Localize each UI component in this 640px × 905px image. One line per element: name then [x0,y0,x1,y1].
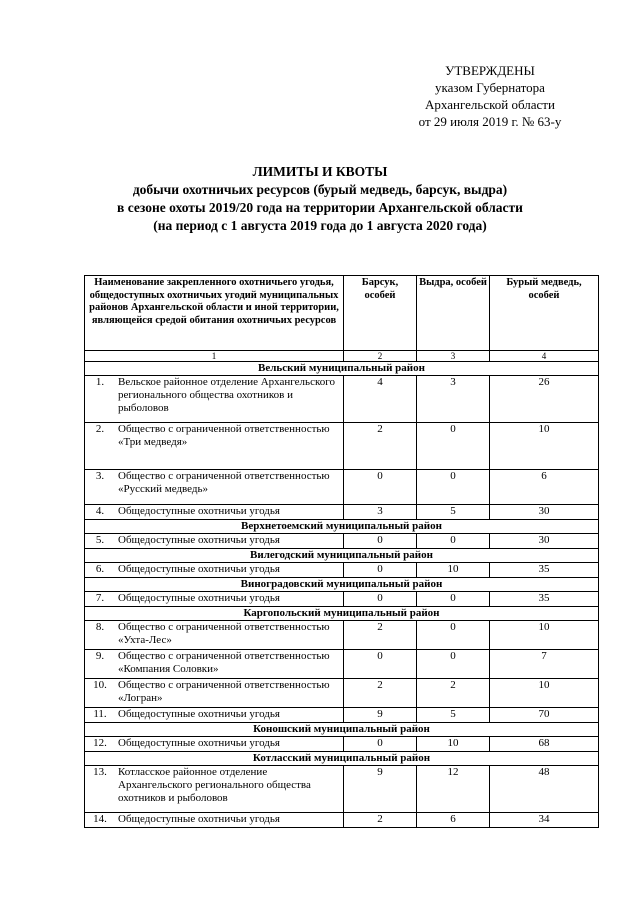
area-cell [85,813,344,828]
area-cell [85,679,344,708]
bear-quota-cell: 35 [490,592,599,607]
area-name: Вельское районное отделение Архангельского регионального общества охотников и рыболовов [118,376,335,414]
table-row [85,505,599,520]
table-row [85,679,599,708]
bear-quota-cell: 35 [490,563,599,578]
district-row [85,607,599,621]
badger-quota-cell: 0 [344,563,417,578]
column-number: 3 [417,351,490,362]
area-name: Общедоступные охотничьи угодья [118,708,280,720]
district-name: Коношский муниципальный район [85,723,599,737]
bear-quota-cell: 10 [490,423,599,470]
badger-quota-cell: 3 [344,505,417,520]
bear-quota-cell: 30 [490,505,599,520]
district-name: Верхнетоемский муниципальный район [85,520,599,534]
column-number: 2 [344,351,417,362]
otter-quota-cell: 0 [417,423,490,470]
quota-table [84,275,599,828]
area-cell [85,708,344,723]
bear-quota-cell: 10 [490,621,599,650]
badger-quota-cell: 2 [344,813,417,828]
column-header-bear: Бурый медведь, особей [490,276,599,351]
approval-stamp [370,62,610,130]
title-line: (на период с 1 августа 2019 года до 1 августа 2020 года) [153,218,487,233]
area-name: Общедоступные охотничьи угодья [118,592,280,604]
bear-quota-cell: 30 [490,534,599,549]
area-cell [85,505,344,520]
otter-quota-cell: 2 [417,679,490,708]
area-cell [85,470,344,505]
area-name: Общедоступные охотничьи угодья [118,505,280,517]
table-row [85,592,599,607]
badger-quota-cell: 2 [344,621,417,650]
table-row [85,813,599,828]
badger-quota-cell: 4 [344,376,417,423]
row-number: 3. [95,470,105,482]
area-name: Общество с ограниченной ответственностью «Ухта-Лес» [118,621,330,646]
table-row [85,708,599,723]
otter-quota-cell: 5 [417,708,490,723]
approval-line: УТВЕРЖДЕНЫ [445,63,535,78]
table-row [85,563,599,578]
badger-quota-cell: 9 [344,708,417,723]
row-number: 10. [93,679,107,691]
approval-line: от 29 июля 2019 г. № 63-у [418,114,562,129]
bear-quota-cell: 48 [490,766,599,813]
table-header-row [85,276,599,351]
title-line: добычи охотничьих ресурсов (бурый медведь, барсук, выдра) [132,182,508,197]
table-row [85,470,599,505]
row-number: 11. [93,708,107,720]
column-number-row [85,351,599,362]
district-row [85,723,599,737]
table-row [85,737,599,752]
table-row [85,376,599,423]
row-number: 6. [95,563,105,575]
badger-quota-cell: 0 [344,534,417,549]
district-name: Вельский муниципальный район [85,362,599,376]
badger-quota-cell: 2 [344,679,417,708]
column-header-otter: Выдра, особей [417,276,490,351]
table-row [85,650,599,679]
row-number: 5. [95,534,105,546]
table-row [85,621,599,650]
area-cell [85,621,344,650]
table-row [85,766,599,813]
area-name: Общедоступные охотничьи угодья [118,737,280,749]
badger-quota-cell: 2 [344,423,417,470]
badger-quota-cell: 9 [344,766,417,813]
district-row [85,578,599,592]
document-title [40,163,600,235]
bear-quota-cell: 34 [490,813,599,828]
district-row [85,362,599,376]
otter-quota-cell: 10 [417,563,490,578]
bear-quota-cell: 7 [490,650,599,679]
table-body [85,351,599,828]
title-line: ЛИМИТЫ И КВОТЫ [252,164,388,179]
district-row [85,752,599,766]
otter-quota-cell: 12 [417,766,490,813]
area-cell [85,592,344,607]
table-row [85,534,599,549]
bear-quota-cell: 6 [490,470,599,505]
area-name: Общество с ограниченной ответственностью «Три медведя» [118,423,330,448]
row-number: 14. [93,813,107,825]
area-cell [85,563,344,578]
district-row [85,520,599,534]
bear-quota-cell: 10 [490,679,599,708]
column-header-area: Наименование закрепленного охотничьего угодья, общедоступных охотничьих угодий муниципальных районов Архангельской области и иной территории, являющейся средой обитания охотничьих ресурсов [85,276,344,351]
row-number: 13. [93,766,107,778]
bear-quota-cell: 70 [490,708,599,723]
column-header-badger: Барсук, особей [344,276,417,351]
area-cell [85,650,344,679]
district-row [85,549,599,563]
approval-line: Архангельской области [425,97,555,112]
area-cell [85,737,344,752]
otter-quota-cell: 0 [417,592,490,607]
badger-quota-cell: 0 [344,470,417,505]
district-name: Котласский муниципальный район [85,752,599,766]
district-name: Вилегодский муниципальный район [85,549,599,563]
title-line: в сезоне охоты 2019/20 года на территории Архангельской области [117,200,523,215]
area-name: Общество с ограниченной ответственностью «Логран» [118,679,330,704]
district-name: Каргопольский муниципальный район [85,607,599,621]
row-number: 7. [95,592,105,604]
row-number: 1. [95,376,105,388]
badger-quota-cell: 0 [344,737,417,752]
row-number: 9. [95,650,105,662]
otter-quota-cell: 0 [417,470,490,505]
otter-quota-cell: 5 [417,505,490,520]
badger-quota-cell: 0 [344,650,417,679]
table-row [85,423,599,470]
row-number: 4. [95,505,105,517]
approval-line: указом Губернатора [435,80,545,95]
area-cell [85,423,344,470]
otter-quota-cell: 6 [417,813,490,828]
area-name: Общедоступные охотничьи угодья [118,534,280,546]
area-cell [85,766,344,813]
area-cell [85,376,344,423]
area-name: Общедоступные охотничьи угодья [118,813,280,825]
otter-quota-cell: 0 [417,621,490,650]
column-number: 4 [490,351,599,362]
area-name: Общество с ограниченной ответственностью «Компания Соловки» [118,650,330,675]
area-name: Общедоступные охотничьи угодья [118,563,280,575]
bear-quota-cell: 26 [490,376,599,423]
otter-quota-cell: 10 [417,737,490,752]
column-number: 1 [85,351,344,362]
badger-quota-cell: 0 [344,592,417,607]
row-number: 12. [93,737,107,749]
area-name: Котласское районное отделение Архангельского регионального общества охотников и рыболовов [118,766,311,804]
otter-quota-cell: 0 [417,534,490,549]
otter-quota-cell: 0 [417,650,490,679]
district-name: Виноградовский муниципальный район [85,578,599,592]
area-cell [85,534,344,549]
area-name: Общество с ограниченной ответственностью «Русский медведь» [118,470,330,495]
row-number: 8. [95,621,105,633]
row-number: 2. [95,423,105,435]
bear-quota-cell: 68 [490,737,599,752]
otter-quota-cell: 3 [417,376,490,423]
